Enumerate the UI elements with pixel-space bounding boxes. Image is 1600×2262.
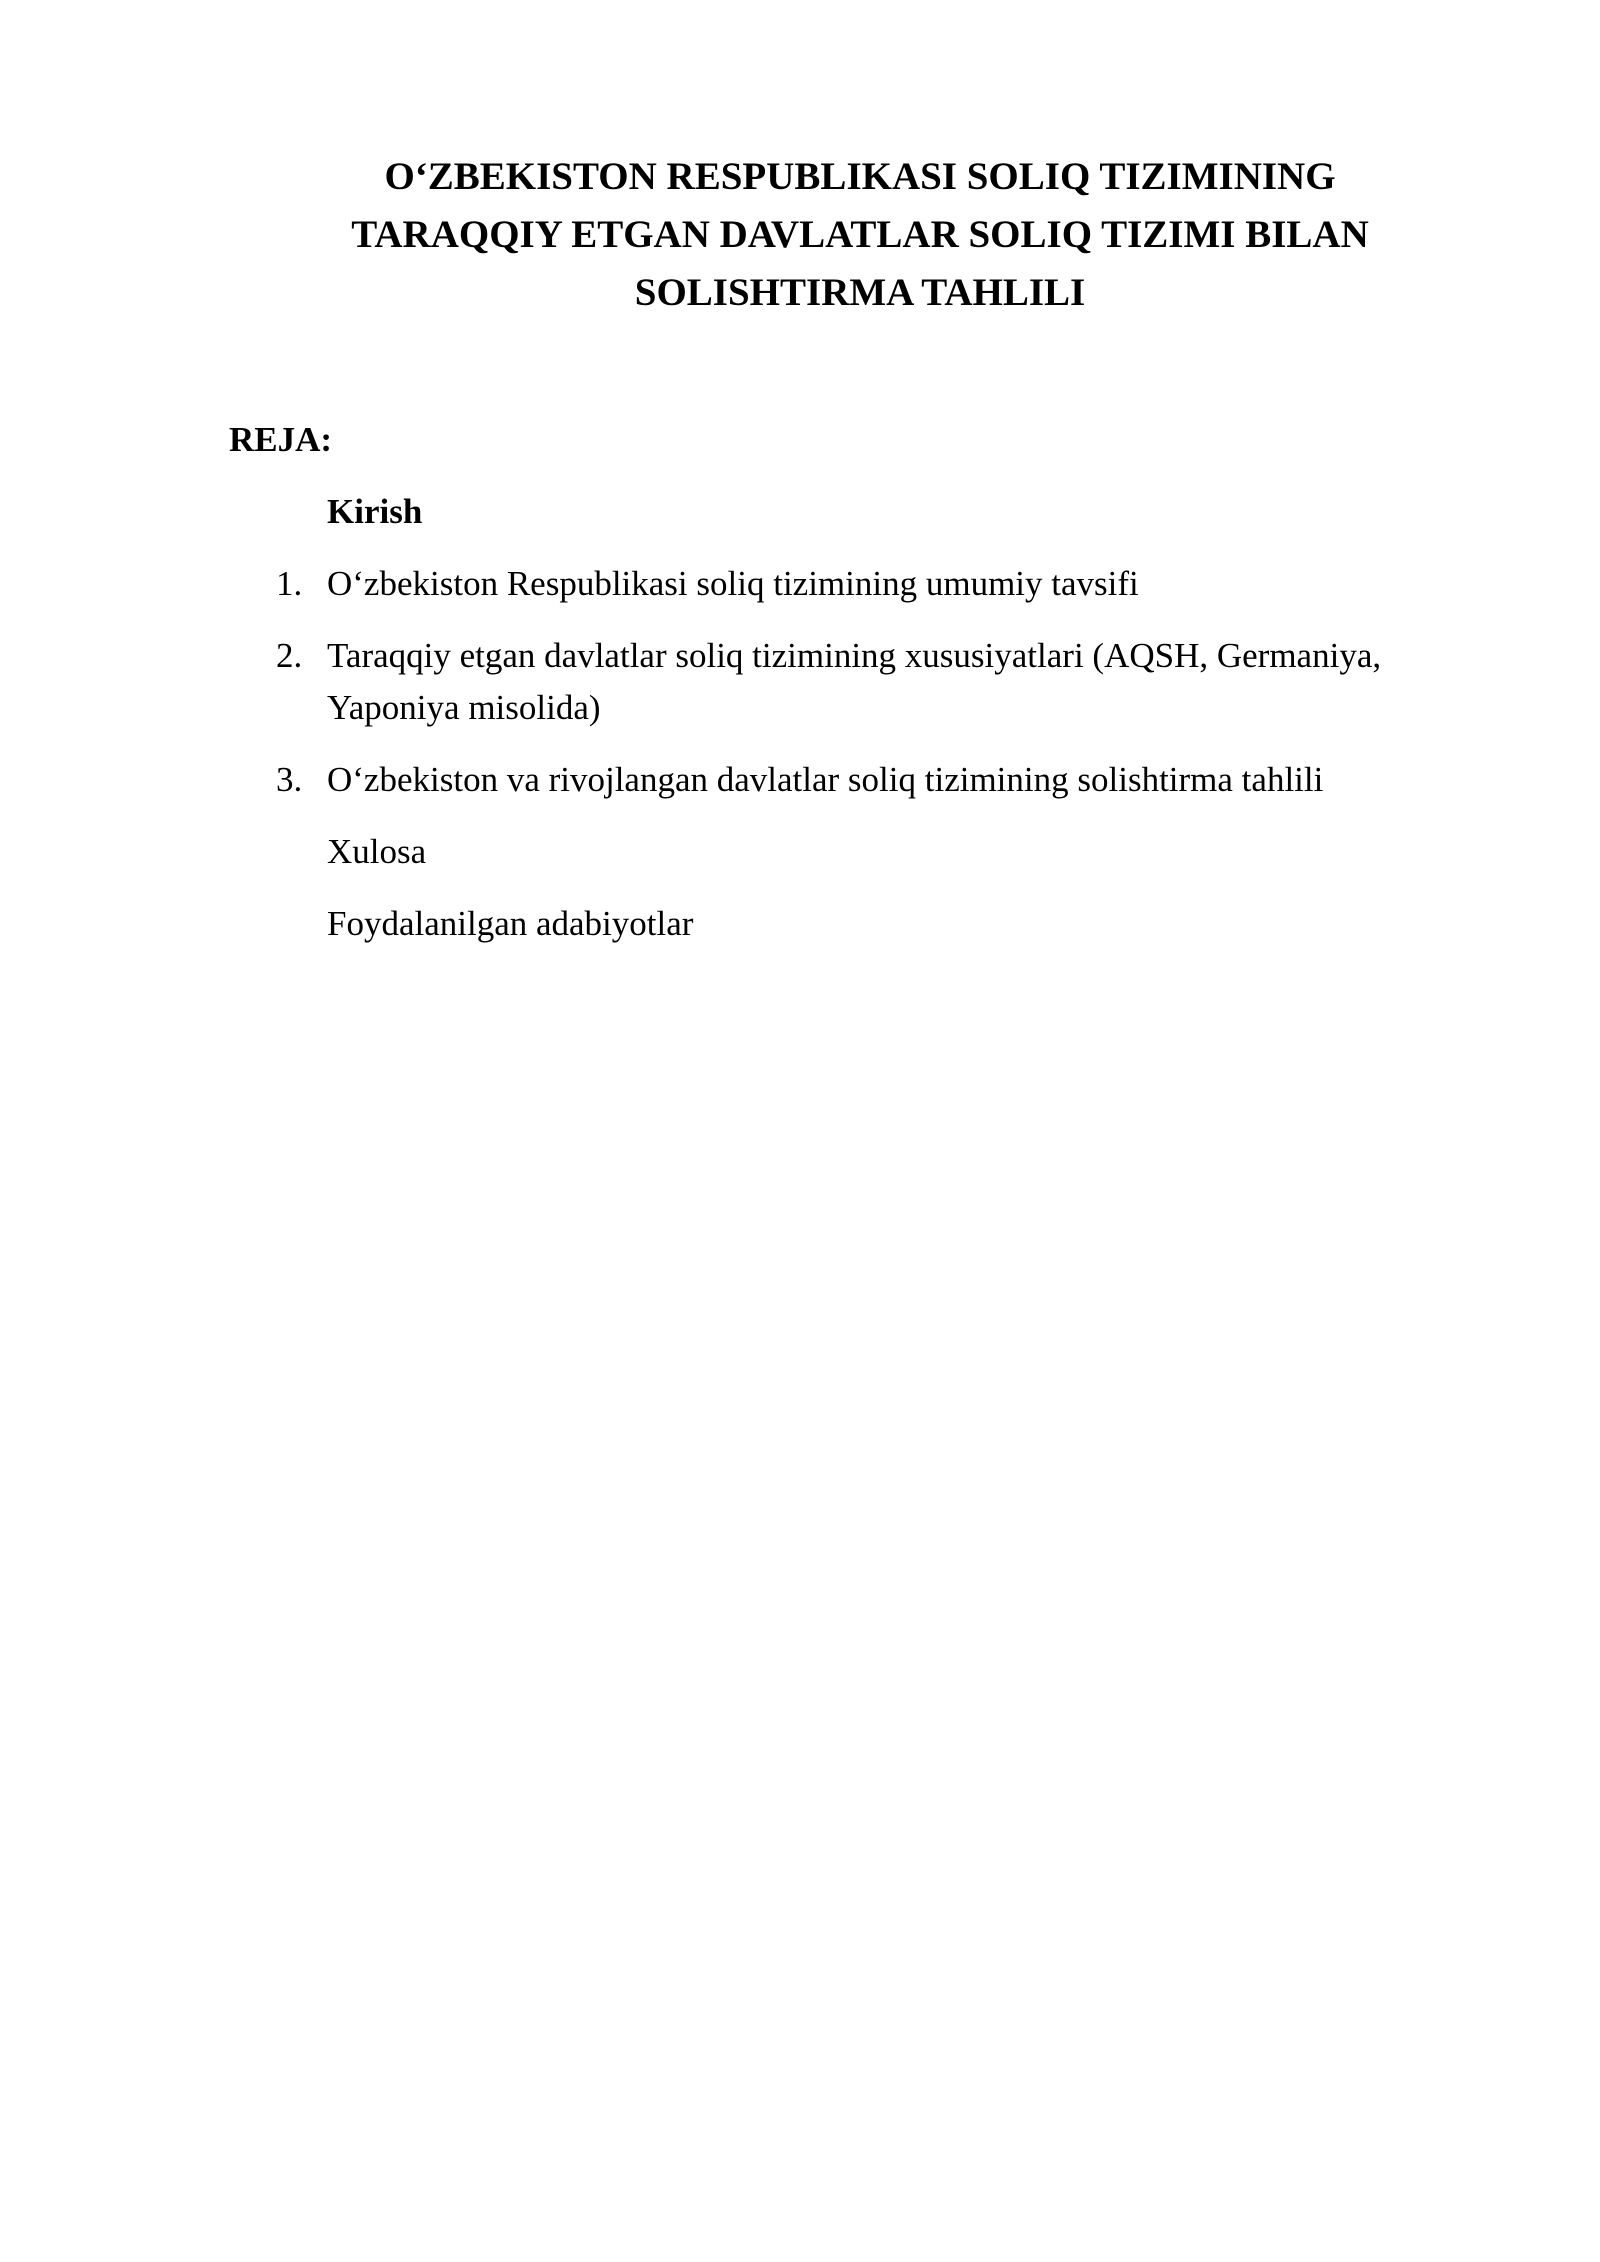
plan-item-number: 1.: [276, 564, 303, 603]
plan-conclusion: [0, 826, 1487, 878]
plan-list: [0, 486, 1600, 970]
plan-references: [0, 898, 1487, 950]
conclusion-text: Xulosa: [327, 832, 427, 871]
plan-item: [0, 630, 1487, 734]
plan-item-number: 3.: [276, 760, 303, 799]
title-line-1: O‘ZBEKISTON RESPUBLIKASI SOLIQ TIZIMINING: [384, 155, 1336, 198]
plan-item-text: Taraqqiy etgan davlatlar soliq tizimining xususiyatlari (AQSH, Germaniya, Yaponiya misolida): [327, 636, 1382, 727]
references-text: Foydalanilgan adabiyotlar: [327, 904, 694, 943]
plan-intro: [0, 486, 1487, 538]
plan-item-text: O‘zbekiston Respublikasi soliq tizimining umumiy tavsifi: [327, 564, 1139, 603]
title-line-3: SOLISHTIRMA TAHLILI: [634, 271, 1086, 314]
plan-item: [0, 754, 1487, 806]
plan-item-number: 2.: [276, 636, 303, 675]
plan-item-text: O‘zbekiston va rivojlangan davlatlar soliq tizimining solishtirma tahlili: [327, 760, 1324, 799]
document-title: [230, 148, 1490, 322]
plan-item: [0, 558, 1487, 610]
intro-text: Kirish: [327, 492, 423, 531]
title-line-2: TARAQQIY ETGAN DAVLATLAR SOLIQ TIZIMI BILAN: [351, 213, 1369, 256]
plan-heading: REJA:: [229, 420, 333, 459]
